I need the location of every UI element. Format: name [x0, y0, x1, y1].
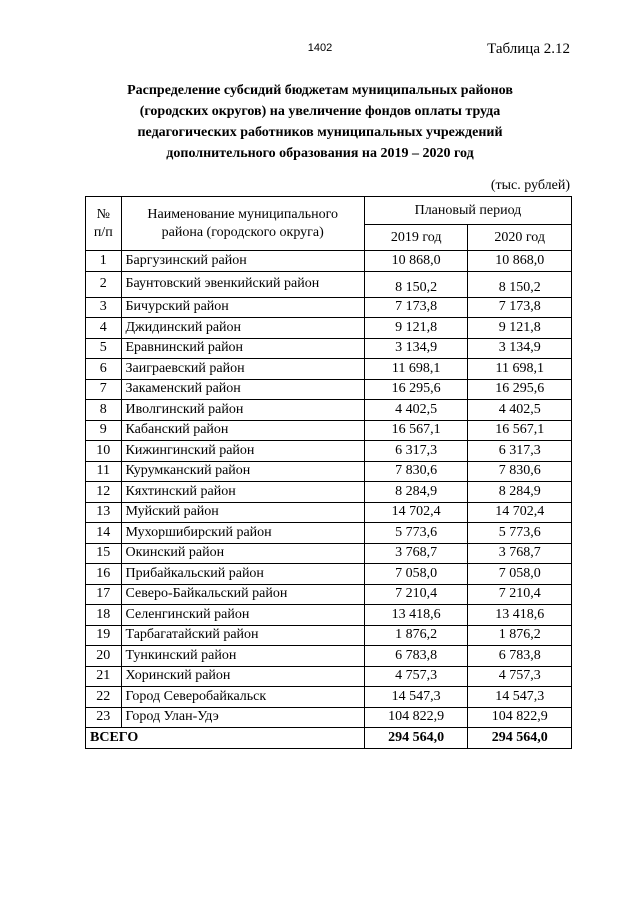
row-value-2020: 5 773,6	[468, 523, 572, 544]
row-value-2019: 6 783,8	[364, 646, 468, 667]
table-row	[86, 605, 572, 626]
title-line: (городских округов) на увеличение фондов оплаты труда	[139, 104, 501, 119]
row-value-2020: 1 876,2	[468, 625, 572, 646]
row-district-name: Кабанский район	[121, 420, 364, 441]
row-number: 4	[86, 318, 122, 339]
row-district-name: Селенгинский район	[121, 605, 364, 626]
row-district-name: Тункинский район	[121, 646, 364, 667]
header-period: Плановый период	[364, 197, 571, 225]
table-row	[86, 646, 572, 667]
row-district-name: Город Улан-Удэ	[121, 707, 364, 728]
row-district-name: Баунтовский эвенкийский район	[121, 271, 364, 297]
row-value-2020: 16 295,6	[468, 379, 572, 400]
table-row	[86, 318, 572, 339]
row-district-name: Муйский район	[121, 502, 364, 523]
page-number: 1402	[307, 42, 333, 54]
table-row	[86, 338, 572, 359]
row-district-name: Город Северобайкальск	[121, 687, 364, 708]
row-district-name: Курумканский район	[121, 461, 364, 482]
row-value-2019: 1 876,2	[364, 625, 468, 646]
row-value-2020: 3 134,9	[468, 338, 572, 359]
row-number: 12	[86, 482, 122, 503]
row-number: 2	[86, 271, 122, 297]
row-number: 8	[86, 400, 122, 421]
total-label: ВСЕГО	[86, 728, 365, 749]
table-row	[86, 502, 572, 523]
title-line: педагогических работников муниципальных учреждений	[137, 125, 503, 140]
units-note: (тыс. рублей)	[490, 178, 570, 193]
header-number-line2: п/п	[93, 224, 113, 240]
row-number: 19	[86, 625, 122, 646]
table-row	[86, 400, 572, 421]
table-row	[86, 584, 572, 605]
row-value-2020: 4 402,5	[468, 400, 572, 421]
row-value-2019: 104 822,9	[364, 707, 468, 728]
row-number: 10	[86, 441, 122, 462]
row-value-2020: 8 150,2	[468, 271, 572, 297]
table-row	[86, 297, 572, 318]
row-value-2020: 7 830,6	[468, 461, 572, 482]
row-value-2019: 6 317,3	[364, 441, 468, 462]
row-district-name: Закаменский район	[121, 379, 364, 400]
row-value-2019: 16 295,6	[364, 379, 468, 400]
row-value-2020: 14 547,3	[468, 687, 572, 708]
row-value-2020: 3 768,7	[468, 543, 572, 564]
row-district-name: Заиграевский район	[121, 359, 364, 380]
row-number: 15	[86, 543, 122, 564]
table-row	[86, 523, 572, 544]
row-district-name: Северо-Байкальский район	[121, 584, 364, 605]
total-row	[86, 728, 572, 749]
row-value-2019: 7 830,6	[364, 461, 468, 482]
row-number: 11	[86, 461, 122, 482]
row-district-name: Кижингинский район	[121, 441, 364, 462]
row-value-2020: 6 317,3	[468, 441, 572, 462]
header-name-line1: Наименование муниципального	[147, 206, 339, 222]
document-title	[60, 80, 580, 164]
row-number: 20	[86, 646, 122, 667]
row-number: 3	[86, 297, 122, 318]
total-2020: 294 564,0	[468, 728, 572, 749]
row-value-2020: 4 757,3	[468, 666, 572, 687]
row-district-name: Иволгинский район	[121, 400, 364, 421]
table-row	[86, 420, 572, 441]
table-body	[86, 251, 572, 728]
row-number: 23	[86, 707, 122, 728]
row-number: 18	[86, 605, 122, 626]
table-label: Таблица 2.12	[487, 41, 570, 57]
row-value-2019: 8 284,9	[364, 482, 468, 503]
table-row	[86, 461, 572, 482]
row-district-name: Мухоршибирский район	[121, 523, 364, 544]
table-row	[86, 707, 572, 728]
row-number: 21	[86, 666, 122, 687]
row-value-2019: 7 173,8	[364, 297, 468, 318]
title-line: Распределение субсидий бюджетам муниципальных районов	[127, 83, 513, 98]
row-district-name: Кяхтинский район	[121, 482, 364, 503]
row-value-2019: 7 210,4	[364, 584, 468, 605]
row-number: 6	[86, 359, 122, 380]
row-value-2020: 104 822,9	[468, 707, 572, 728]
row-number: 1	[86, 251, 122, 272]
row-value-2019: 4 402,5	[364, 400, 468, 421]
row-value-2019: 9 121,8	[364, 318, 468, 339]
row-value-2019: 13 418,6	[364, 605, 468, 626]
subsidy-table	[85, 196, 572, 749]
row-district-name: Бичурский район	[121, 297, 364, 318]
row-value-2020: 11 698,1	[468, 359, 572, 380]
table-row	[86, 543, 572, 564]
header-year-2020: 2020 год	[468, 225, 572, 251]
row-district-name: Тарбагатайский район	[121, 625, 364, 646]
row-value-2020: 8 284,9	[468, 482, 572, 503]
header-number-line1: №	[96, 206, 110, 222]
row-value-2019: 3 134,9	[364, 338, 468, 359]
row-district-name: Баргузинский район	[121, 251, 364, 272]
header-number	[86, 197, 122, 251]
row-value-2020: 16 567,1	[468, 420, 572, 441]
row-district-name: Джидинский район	[121, 318, 364, 339]
row-value-2019: 7 058,0	[364, 564, 468, 585]
row-value-2019: 16 567,1	[364, 420, 468, 441]
row-district-name: Окинский район	[121, 543, 364, 564]
row-value-2020: 13 418,6	[468, 605, 572, 626]
row-number: 13	[86, 502, 122, 523]
table-row	[86, 625, 572, 646]
row-value-2019: 14 547,3	[364, 687, 468, 708]
row-value-2020: 6 783,8	[468, 646, 572, 667]
row-number: 14	[86, 523, 122, 544]
row-value-2019: 4 757,3	[364, 666, 468, 687]
row-number: 17	[86, 584, 122, 605]
row-value-2020: 10 868,0	[468, 251, 572, 272]
row-number: 16	[86, 564, 122, 585]
total-2019: 294 564,0	[364, 728, 468, 749]
header-name	[121, 197, 364, 251]
table-row	[86, 666, 572, 687]
row-value-2019: 10 868,0	[364, 251, 468, 272]
table-row	[86, 379, 572, 400]
row-number: 5	[86, 338, 122, 359]
table-row	[86, 359, 572, 380]
row-value-2020: 7 173,8	[468, 297, 572, 318]
row-value-2019: 3 768,7	[364, 543, 468, 564]
header-name-line2: района (городского округа)	[161, 224, 324, 240]
row-district-name: Прибайкальский район	[121, 564, 364, 585]
row-district-name: Еравнинский район	[121, 338, 364, 359]
row-district-name: Хоринский район	[121, 666, 364, 687]
table-row	[86, 441, 572, 462]
table-row	[86, 687, 572, 708]
header-year-2019: 2019 год	[364, 225, 468, 251]
table-row	[86, 564, 572, 585]
row-value-2019: 14 702,4	[364, 502, 468, 523]
row-value-2020: 7 210,4	[468, 584, 572, 605]
table-row	[86, 482, 572, 503]
row-value-2020: 7 058,0	[468, 564, 572, 585]
row-value-2019: 11 698,1	[364, 359, 468, 380]
row-number: 22	[86, 687, 122, 708]
row-value-2019: 5 773,6	[364, 523, 468, 544]
row-value-2020: 9 121,8	[468, 318, 572, 339]
table-row	[86, 251, 572, 272]
row-number: 9	[86, 420, 122, 441]
row-value-2019: 8 150,2	[364, 271, 468, 297]
title-line: дополнительного образования на 2019 – 2020 год	[166, 146, 474, 161]
row-number: 7	[86, 379, 122, 400]
row-value-2020: 14 702,4	[468, 502, 572, 523]
table-row	[86, 271, 572, 297]
